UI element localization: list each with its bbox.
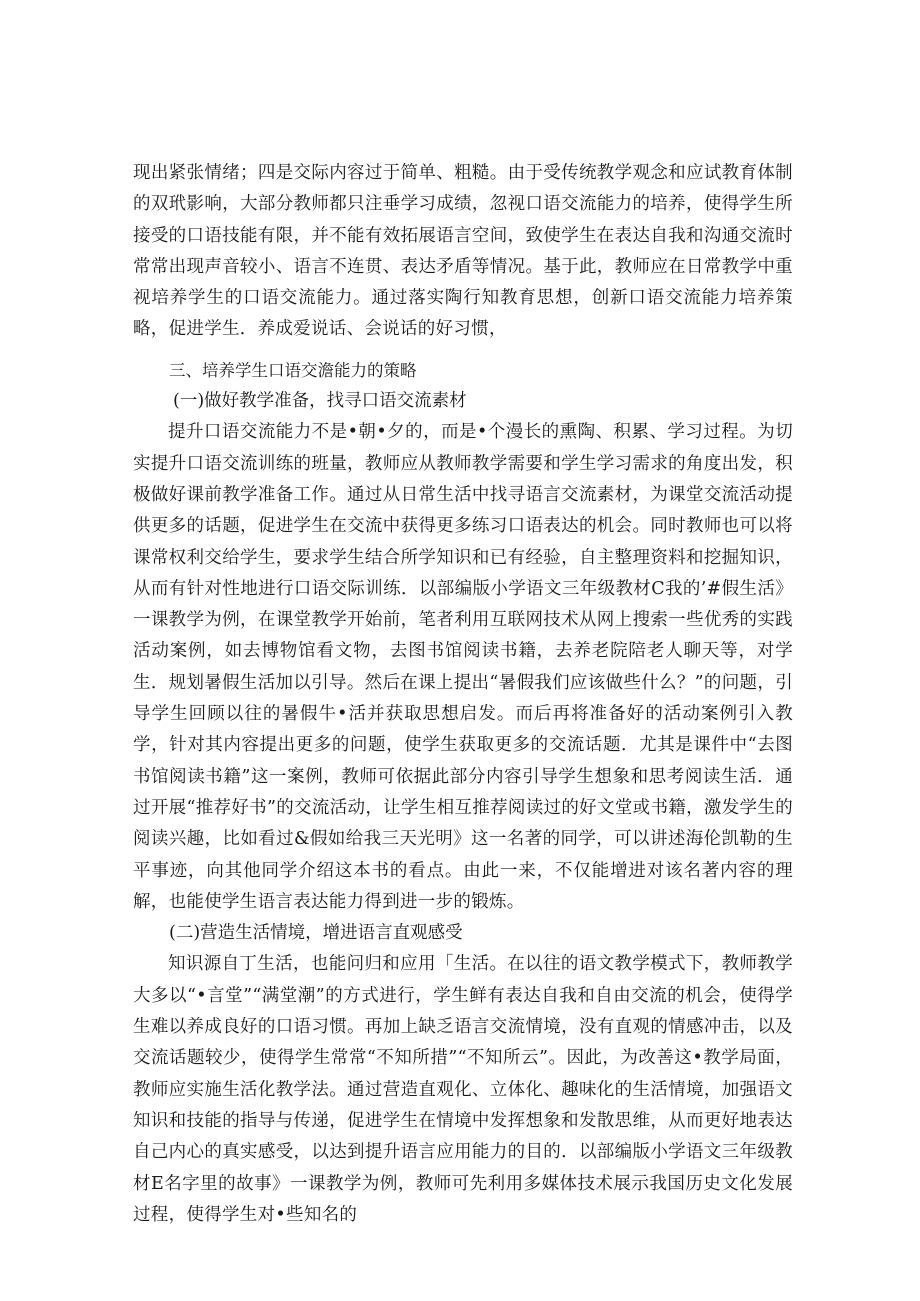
subsection-heading-2: (二)营造生活情境，增进语言直观感受 [169, 923, 463, 944]
paragraph-2: 知识源自丁生活，也能问归和应用「生活。在以往的语文教学模式下，教师教学大多以“•言堂”“满堂潮”的方式进行，学生鲜有表达自我和自由交流的机会，使得学生难以养成良好的口语习惯。再加上缺乏语言交流情境，没有直观的情感冲击，以及交流话题较少，使得学生常常“不知所措”“不知所云”。因此，为改善这•教学局面，教师应实施生活化教学法。通过营造直观化、立体化、趣味化的生活情境，加强语文知识和技能的指导与传递，促进学生在情境中发挥想象和发散思维，从而更好地表达自己内心的真实感受，以达到提升语言应用能力的目的．以部编版小学语文三年级教材E名字里的故事》一课教学为例，教师可先利用多媒体技术展示我国历史文化发展过程，使得学生对•些知名的 [133, 954, 793, 1225]
section-heading: 三、培养学生口语交澹能力的策略 [169, 360, 417, 380]
paragraph-1: 提升口语交流能力不是•朝•夕的，而是•个漫长的熏陶、积累、学习过程。为切实提升口语交流训练的班量，教师应从教师教学需要和学生学习需求的角度出发，积极做好课前教学准备工作。通过从日常生活中找寻语言交流素材，为课堂交流活动提供更多的话题，促进学生在交流中获得更多练习口语表达的机会。同时教师也可以将课常权利交给学生，要求学生结合所学知识和已有经验，自主整理资料和挖掘知识，从而有针对性地进行口语交际训练．以部编版小学语文三年级教材C我的’#假生活》一课教学为例，在课堂教学开始前，笔者利用互联网技术从网上搜索一些优秀的实践活动案例，如去博物馆看文物，去图书馆阅读书籍，去养老院陪老人聊天等，对学生．规划暑假生活加以引导。然后在课上提出“暑假我们应该做些什么？”的问题，引导学生回顾以往的暑假牛•活并获取思想启发。而后再将准备好的活动案例引入教学，针对其内容提出更多的问题，使学生获取更多的交流话题．尤其是课件中“去图书馆阅读书籍”这一案例，教师可依据此部分内容引导学生想象和思考阅读生活．通过开展“推荐好书”的交流活动，让学生相互推荐阅读过的好文堂或书籍，激发学生的阅读兴趣，比如看过&假如给我三天光明》这一名著的同学，可以讲述海伦凯勒的生平事迹，向其他同学介绍这本书的看点。由此一来，不仅能增进对该名著内容的理解，也能使学生语言表达能力得到进一步的锻炼。 [133, 422, 793, 912]
document-body [133, 158, 793, 1231]
paragraph-intro: 现出紧张情绪；四是交际内容过于简单、粗糙。由于受传统教学观念和应试教育体制的双玳影响，大部分教师都只注垂学习成绩，忽视口语交流能力的培养，使得学生所接受的口语技能有限，并不能有效拓展语言空间，致使学生在表达自我和沟通交流时常常出现声音较小、语言不连贯、表达矛盾等情况。基于此，教师应在日常教学中重视培养学生的口语交流能力。通过落实陶行知教育思想，创新口语交流能力培养策略，促进学生．养成爱说话、会说话的好习惯， [133, 163, 793, 340]
subsection-heading-1: (一)做好教学准备，找寻口语交流素材 [173, 391, 467, 412]
